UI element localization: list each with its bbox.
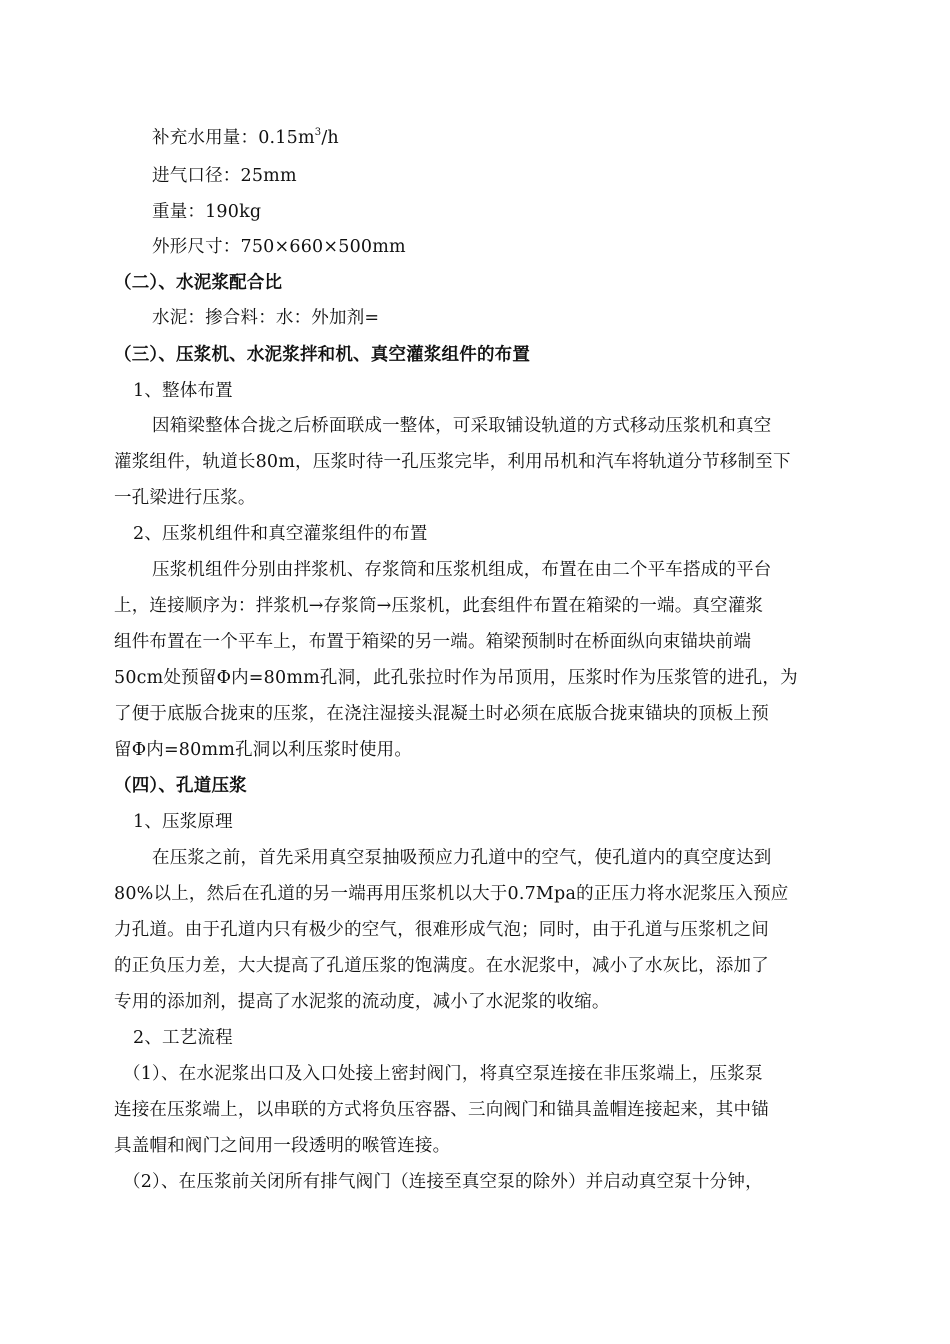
paragraph-line: 留Φ内=80mm孔洞以利压浆时使用。 xyxy=(114,740,413,760)
spec-water-supply-text: 补充水用量：0.15m xyxy=(152,128,315,148)
paragraph-line: 一孔梁进行压浆。 xyxy=(114,488,256,508)
paragraph-line: 在压浆之前，首先采用真空泵抽吸预应力孔道中的空气，使孔道内的真空度达到 xyxy=(152,848,772,868)
spec-weight: 重量：190kg xyxy=(152,202,262,222)
paragraph-line: 专用的添加剂，提高了水泥浆的流动度，减小了水泥浆的收缩。 xyxy=(114,992,610,1012)
paragraph-line: 压浆机组件分别由拌浆机、存浆筒和压浆机组成，布置在由二个平车搭成的平台 xyxy=(152,560,772,580)
spec-water-supply-unit: /h xyxy=(321,128,339,148)
paragraph-line: （1）、在水泥浆出口及入口处接上密封阀门，将真空泵连接在非压浆端上，压浆泵 xyxy=(123,1064,763,1084)
paragraph-line: （2）、在压浆前关闭所有排气阀门（连接至真空泵的除外）并启动真空泵十分钟， xyxy=(123,1172,763,1192)
paragraph-line: 力孔道。由于孔道内只有极少的空气，很难形成气泡；同时，由于孔道与压浆机之间 xyxy=(114,920,769,940)
paragraph-line: 上，连接顺序为：拌浆机→存浆筒→压浆机，此套组件布置在箱梁的一端。真空灌浆 xyxy=(114,596,764,616)
spec-water-supply xyxy=(152,126,339,150)
paragraph-line: 组件布置在一个平车上，布置于箱梁的另一端。箱梁预制时在桥面纵向束锚块前端 xyxy=(114,632,752,652)
section-heading-2: （二）、水泥浆配合比 xyxy=(114,273,283,293)
subheading-component-layout: 2、压浆机组件和真空灌浆组件的布置 xyxy=(133,524,428,544)
subheading-grouting-principle: 1、压浆原理 xyxy=(133,812,233,832)
paragraph-line: 80%以上，然后在孔道的另一端再用压浆机以大于0.7Mpa的正压力将水泥浆压入预应 xyxy=(114,884,789,904)
spec-inlet-diameter: 进气口径：25mm xyxy=(152,166,297,186)
paragraph-line: 灌浆组件，轨道长80m，压浆时待一孔压浆完毕，利用吊机和汽车将轨道分节移制至下 xyxy=(114,452,791,472)
paragraph-line: 因箱梁整体合拢之后桥面联成一整体，可采取铺设轨道的方式移动压浆机和真空 xyxy=(152,416,772,436)
spec-dimensions: 外形尺寸：750×660×500mm xyxy=(152,237,406,257)
section-heading-3: （三）、压浆机、水泥浆拌和机、真空灌浆组件的布置 xyxy=(114,345,531,365)
subheading-process-flow: 2、工艺流程 xyxy=(133,1028,233,1048)
section-heading-4: （四）、孔道压浆 xyxy=(114,776,247,796)
paragraph-line: 了便于底版合拢束的压浆，在浇注湿接头混凝土时必须在底版合拢束锚块的顶板上预 xyxy=(114,704,769,724)
paragraph-line: 连接在压浆端上，以串联的方式将负压容器、三向阀门和锚具盖帽连接起来，其中锚 xyxy=(114,1100,769,1120)
mix-ratio-line: 水泥：掺合料：水：外加剂= xyxy=(152,308,380,328)
paragraph-line: 具盖帽和阀门之间用一段透明的喉管连接。 xyxy=(114,1136,451,1156)
paragraph-line: 的正负压力差，大大提高了孔道压浆的饱满度。在水泥浆中，减小了水灰比，添加了 xyxy=(114,956,769,976)
superscript: 3 xyxy=(314,127,322,139)
paragraph-line: 50cm处预留Φ内=80mm孔洞，此孔张拉时作为吊顶用，压浆时作为压浆管的进孔，为 xyxy=(114,668,798,688)
subheading-overall-layout: 1、整体布置 xyxy=(133,381,233,401)
